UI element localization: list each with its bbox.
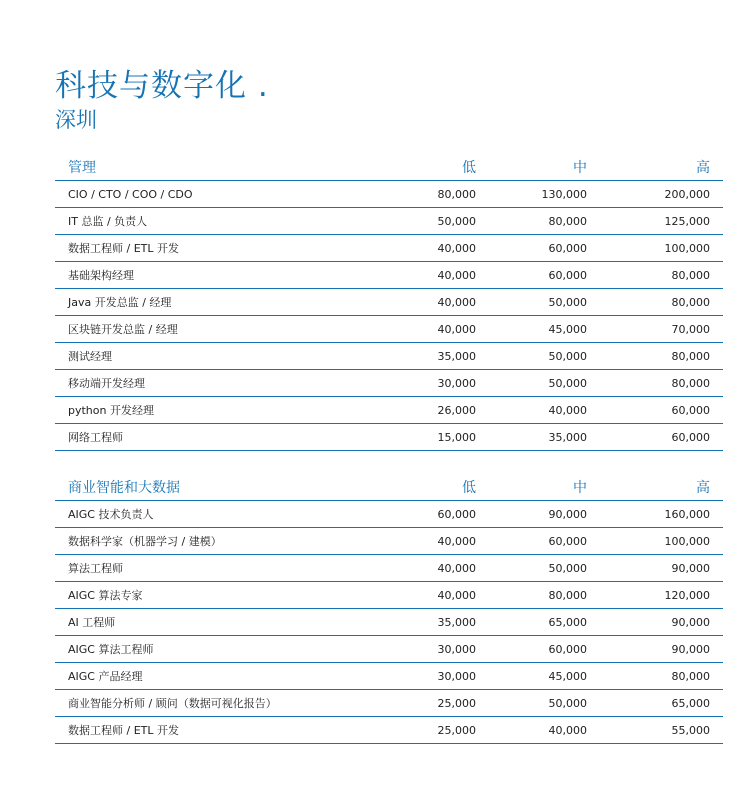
table-header-row bbox=[55, 154, 723, 181]
mid-salary-cell: 50,000 bbox=[476, 370, 587, 397]
table-row bbox=[55, 717, 723, 744]
high-salary-cell: 200,000 bbox=[587, 181, 723, 208]
role-cell: AIGC 算法工程师 bbox=[55, 636, 330, 663]
high-salary-cell: 90,000 bbox=[587, 636, 723, 663]
mid-salary-cell: 60,000 bbox=[476, 235, 587, 262]
mid-salary-cell: 90,000 bbox=[476, 501, 587, 528]
role-cell: AIGC 技术负责人 bbox=[55, 501, 330, 528]
high-salary-cell: 100,000 bbox=[587, 528, 723, 555]
role-cell: Java 开发总监 / 经理 bbox=[55, 289, 330, 316]
mid-salary-cell: 60,000 bbox=[476, 528, 587, 555]
high-salary-cell: 55,000 bbox=[587, 717, 723, 744]
low-salary-cell: 80,000 bbox=[330, 181, 476, 208]
high-salary-cell: 65,000 bbox=[587, 690, 723, 717]
table-row bbox=[55, 663, 723, 690]
role-cell: CIO / CTO / COO / CDO bbox=[55, 181, 330, 208]
management-salary-table bbox=[55, 154, 723, 451]
mid-salary-cell: 50,000 bbox=[476, 690, 587, 717]
table-header-row bbox=[55, 474, 723, 501]
role-cell: 测试经理 bbox=[55, 343, 330, 370]
mid-salary-cell: 130,000 bbox=[476, 181, 587, 208]
table-row bbox=[55, 181, 723, 208]
column-header-high: 高 bbox=[587, 474, 723, 501]
role-cell: 网络工程师 bbox=[55, 424, 330, 451]
bi-bigdata-salary-table bbox=[55, 474, 723, 744]
low-salary-cell: 25,000 bbox=[330, 717, 476, 744]
low-salary-cell: 60,000 bbox=[330, 501, 476, 528]
high-salary-cell: 80,000 bbox=[587, 370, 723, 397]
table-row bbox=[55, 424, 723, 451]
role-cell: 移动端开发经理 bbox=[55, 370, 330, 397]
mid-salary-cell: 65,000 bbox=[476, 609, 587, 636]
low-salary-cell: 40,000 bbox=[330, 528, 476, 555]
role-cell: 区块链开发总监 / 经理 bbox=[55, 316, 330, 343]
role-cell: AIGC 产品经理 bbox=[55, 663, 330, 690]
low-salary-cell: 30,000 bbox=[330, 370, 476, 397]
table-row bbox=[55, 582, 723, 609]
low-salary-cell: 35,000 bbox=[330, 609, 476, 636]
high-salary-cell: 80,000 bbox=[587, 663, 723, 690]
table-row bbox=[55, 528, 723, 555]
mid-salary-cell: 45,000 bbox=[476, 663, 587, 690]
role-cell: AIGC 算法专家 bbox=[55, 582, 330, 609]
mid-salary-cell: 60,000 bbox=[476, 636, 587, 663]
mid-salary-cell: 45,000 bbox=[476, 316, 587, 343]
high-salary-cell: 125,000 bbox=[587, 208, 723, 235]
table-row bbox=[55, 636, 723, 663]
page-title: 科技与数字化 . bbox=[55, 68, 269, 104]
high-salary-cell: 60,000 bbox=[587, 424, 723, 451]
page-subtitle: 深圳 bbox=[55, 108, 97, 132]
low-salary-cell: 26,000 bbox=[330, 397, 476, 424]
high-salary-cell: 90,000 bbox=[587, 555, 723, 582]
high-salary-cell: 70,000 bbox=[587, 316, 723, 343]
mid-salary-cell: 40,000 bbox=[476, 397, 587, 424]
table-row bbox=[55, 343, 723, 370]
role-cell: 数据工程师 / ETL 开发 bbox=[55, 235, 330, 262]
high-salary-cell: 100,000 bbox=[587, 235, 723, 262]
mid-salary-cell: 50,000 bbox=[476, 289, 587, 316]
role-cell: 数据科学家（机器学习 / 建模） bbox=[55, 528, 330, 555]
mid-salary-cell: 40,000 bbox=[476, 717, 587, 744]
low-salary-cell: 40,000 bbox=[330, 262, 476, 289]
table-row bbox=[55, 501, 723, 528]
table-row bbox=[55, 555, 723, 582]
low-salary-cell: 40,000 bbox=[330, 235, 476, 262]
low-salary-cell: 25,000 bbox=[330, 690, 476, 717]
role-cell: 商业智能分析师 / 顾问（数据可视化报告） bbox=[55, 690, 330, 717]
table-row bbox=[55, 609, 723, 636]
role-cell: python 开发经理 bbox=[55, 397, 330, 424]
table-row bbox=[55, 397, 723, 424]
low-salary-cell: 15,000 bbox=[330, 424, 476, 451]
high-salary-cell: 60,000 bbox=[587, 397, 723, 424]
column-header-role: 管理 bbox=[55, 154, 330, 181]
column-header-low: 低 bbox=[330, 474, 476, 501]
table-row bbox=[55, 208, 723, 235]
table-row bbox=[55, 262, 723, 289]
low-salary-cell: 40,000 bbox=[330, 555, 476, 582]
high-salary-cell: 90,000 bbox=[587, 609, 723, 636]
low-salary-cell: 40,000 bbox=[330, 582, 476, 609]
high-salary-cell: 80,000 bbox=[587, 289, 723, 316]
low-salary-cell: 30,000 bbox=[330, 636, 476, 663]
table-row bbox=[55, 370, 723, 397]
table-row bbox=[55, 690, 723, 717]
mid-salary-cell: 80,000 bbox=[476, 208, 587, 235]
role-cell: IT 总监 / 负责人 bbox=[55, 208, 330, 235]
low-salary-cell: 40,000 bbox=[330, 289, 476, 316]
column-header-role: 商业智能和大数据 bbox=[55, 474, 330, 501]
mid-salary-cell: 50,000 bbox=[476, 343, 587, 370]
low-salary-cell: 50,000 bbox=[330, 208, 476, 235]
low-salary-cell: 40,000 bbox=[330, 316, 476, 343]
table-row bbox=[55, 235, 723, 262]
column-header-low: 低 bbox=[330, 154, 476, 181]
high-salary-cell: 80,000 bbox=[587, 343, 723, 370]
high-salary-cell: 160,000 bbox=[587, 501, 723, 528]
role-cell: AI 工程师 bbox=[55, 609, 330, 636]
mid-salary-cell: 50,000 bbox=[476, 555, 587, 582]
role-cell: 基础架构经理 bbox=[55, 262, 330, 289]
low-salary-cell: 30,000 bbox=[330, 663, 476, 690]
column-header-high: 高 bbox=[587, 154, 723, 181]
high-salary-cell: 80,000 bbox=[587, 262, 723, 289]
high-salary-cell: 120,000 bbox=[587, 582, 723, 609]
column-header-mid: 中 bbox=[476, 154, 587, 181]
table-row bbox=[55, 316, 723, 343]
mid-salary-cell: 35,000 bbox=[476, 424, 587, 451]
mid-salary-cell: 80,000 bbox=[476, 582, 587, 609]
mid-salary-cell: 60,000 bbox=[476, 262, 587, 289]
role-cell: 数据工程师 / ETL 开发 bbox=[55, 717, 330, 744]
role-cell: 算法工程师 bbox=[55, 555, 330, 582]
column-header-mid: 中 bbox=[476, 474, 587, 501]
low-salary-cell: 35,000 bbox=[330, 343, 476, 370]
table-row bbox=[55, 289, 723, 316]
